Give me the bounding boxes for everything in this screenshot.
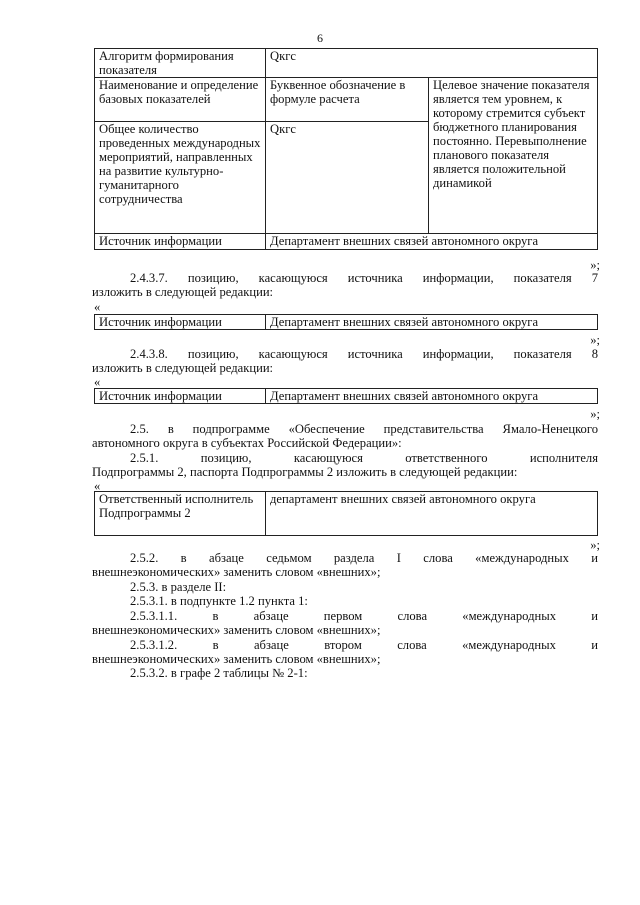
close-quote: »; bbox=[590, 258, 600, 272]
responsible-table bbox=[94, 491, 598, 536]
table-cell: Департамент внешних связей автономного округа bbox=[266, 234, 598, 250]
open-quote: « bbox=[94, 375, 101, 389]
close-quote: »; bbox=[590, 538, 600, 552]
table-cell: Источник информации bbox=[95, 389, 266, 404]
paragraph: 2.4.3.8. позицию, касающуюся источника информации, показателя 8 bbox=[130, 347, 598, 361]
table-cell: Источник информации bbox=[95, 234, 266, 250]
paragraph: 2.4.3.7. позицию, касающуюся источника информации, показателя 7 bbox=[130, 271, 598, 285]
table-cell: Департамент внешних связей автономного округа bbox=[266, 315, 598, 330]
paragraph: внешнеэкономических» заменить словом «внешних»; bbox=[92, 565, 381, 579]
table-cell: Алгоритм формирования показателя bbox=[95, 49, 266, 78]
paragraph: изложить в следующей редакции: bbox=[92, 361, 274, 375]
paragraph: 2.5.1. позицию, касающуюся ответственного исполнителя bbox=[130, 451, 598, 465]
close-quote: »; bbox=[590, 333, 600, 347]
open-quote: « bbox=[94, 479, 101, 493]
paragraph: 2.5.3.1.2. в абзаце втором слова «международных и bbox=[130, 638, 598, 652]
open-quote: « bbox=[94, 300, 101, 314]
paragraph: 2.5. в подпрограмме «Обеспечение представительства Ямало-Ненецкого bbox=[130, 422, 598, 436]
table-row bbox=[95, 389, 598, 404]
page-number: 6 bbox=[317, 31, 323, 45]
table-cell: Ответственный исполнитель Подпрограммы 2 bbox=[95, 492, 266, 536]
paragraph: 2.5.3.1. в подпункте 1.2 пункта 1: bbox=[130, 594, 308, 608]
table-row bbox=[95, 234, 598, 250]
table-cell: Наименование и определение базовых показателей bbox=[95, 78, 266, 122]
table-row bbox=[95, 49, 598, 78]
indicator-table bbox=[94, 48, 598, 250]
table-cell: Qкгс bbox=[266, 122, 429, 234]
table-row bbox=[95, 492, 598, 536]
table-cell: департамент внешних связей автономного округа bbox=[266, 492, 598, 536]
paragraph: 2.5.3.1.1. в абзаце первом слова «международных и bbox=[130, 609, 598, 623]
paragraph: 2.5.2. в абзаце седьмом раздела I слова «международных и bbox=[130, 551, 598, 565]
paragraph: 2.5.3.2. в графе 2 таблицы № 2-1: bbox=[130, 666, 308, 680]
paragraph: Подпрограммы 2, паспорта Подпрограммы 2 изложить в следующей редакции: bbox=[92, 465, 518, 479]
source-table bbox=[94, 388, 598, 404]
table-row bbox=[95, 315, 598, 330]
source-table bbox=[94, 314, 598, 330]
close-quote: »; bbox=[590, 407, 600, 421]
table-row bbox=[95, 78, 598, 122]
table-cell: Общее количество проведенных международных мероприятий, направленных на развитие культурно-гуманитарного сотрудничества bbox=[95, 122, 266, 234]
table-cell: Целевое значение показателя является тем уровнем, к которому стремится субъект бюджетного планирования постоянно. Перевыполнение планового показателя является положительной динамикой bbox=[429, 78, 598, 234]
table-cell: Департамент внешних связей автономного округа bbox=[266, 389, 598, 404]
paragraph: автономного округа в субъектах Российской Федерации»: bbox=[92, 436, 402, 450]
table-cell: Qкгс bbox=[266, 49, 598, 78]
paragraph: внешнеэкономических» заменить словом «внешних»; bbox=[92, 652, 381, 666]
table-cell: Источник информации bbox=[95, 315, 266, 330]
table-cell: Буквенное обозначение в формуле расчета bbox=[266, 78, 429, 122]
paragraph: внешнеэкономических» заменить словом «внешних»; bbox=[92, 623, 381, 637]
paragraph: изложить в следующей редакции: bbox=[92, 285, 274, 299]
paragraph: 2.5.3. в разделе II: bbox=[130, 580, 227, 594]
